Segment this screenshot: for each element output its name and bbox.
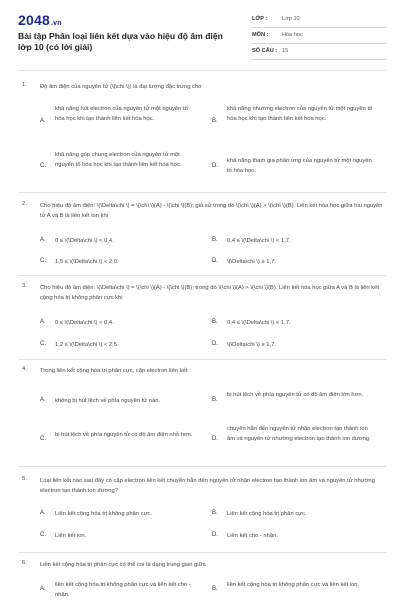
question-divider xyxy=(18,359,386,360)
question-number: 4. xyxy=(22,366,27,372)
option-letter[interactable]: B. xyxy=(212,319,218,325)
option-text: khả năng nhường electron của nguyên tử một nguyên tố hóa học khi tạo thành liên kết hóa học. xyxy=(227,106,373,122)
question-text: Độ âm điện của nguyên tử (\(\chi \)) là đại lượng đặc trưng cho xyxy=(40,84,202,90)
option-letter[interactable]: C. xyxy=(40,341,46,347)
option-text: khả năng góp chung electron của nguyên tử một nguyên tố hóa học khi tạo thành liên kết hóa học. xyxy=(55,152,182,168)
option-text: 1,5 ≤ \(\Delta\chi \) < 2,0. xyxy=(55,259,119,265)
option-letter[interactable]: C. xyxy=(40,436,46,442)
logo-suffix: .vn xyxy=(50,20,62,27)
option-text: Liên kết ion. xyxy=(55,533,87,539)
option-text: liên kết cộng hóa trị không phân cực và liên kết ion. xyxy=(227,582,360,588)
option-text: 0 ≤ \(\Delta\chi \) < 0,4. xyxy=(55,238,114,244)
option-text: bị hút lệch về phía nguyên tử có độ âm điện nhỏ hơn. xyxy=(55,432,193,438)
option-letter[interactable]: C. xyxy=(40,532,46,538)
document-title: Bài tập Phân loại liên kết dựa vào hiệu độ âm điện lớp 10 (có lời giải) xyxy=(18,31,223,52)
option-letter[interactable]: C. xyxy=(40,163,46,169)
option-letter[interactable]: A. xyxy=(40,319,46,325)
option-letter[interactable]: A. xyxy=(40,118,46,124)
option-text: bị hút lệch về phía nguyên tử có độ âm điện lớn hơn. xyxy=(227,392,364,398)
question-text: Cho hiệu độ âm điện: \(\Delta\chi \) = \(\chi \)(A) - \(\chi \)(B); giả sử trong đó \(\chi \)(A) > \(\chi \)(B). Liên kết hóa học giữa hai nguyên tử A và B là liên kết ion khi xyxy=(40,203,383,219)
question-divider xyxy=(18,192,386,193)
option-letter[interactable]: D. xyxy=(212,436,218,442)
question-number: 5. xyxy=(22,476,27,482)
option-text: 1,2 ≤ \(\Delta\chi \) < 2,5. xyxy=(55,342,119,348)
option-letter[interactable]: B. xyxy=(212,397,218,403)
option-text: liên kết cộng hóa trị không phân cực và liên kết cho - nhận. xyxy=(55,582,191,598)
meta-key: SỐ CÂU : xyxy=(252,48,278,54)
question-number: 3. xyxy=(22,283,27,289)
question-text: Liên kết cộng hóa trị phân cực có thể coi là dạng trung gian giữa xyxy=(40,562,206,568)
meta-value: Lớp 10 xyxy=(282,16,300,22)
option-letter[interactable]: B. xyxy=(212,510,218,516)
meta-row-count xyxy=(252,44,387,60)
question-divider xyxy=(18,552,386,553)
option-letter[interactable]: A. xyxy=(40,237,46,243)
header-divider xyxy=(18,70,386,71)
option-text: \(\Delta\chi \) ≥ 1,7. xyxy=(227,342,276,348)
question-number: 1. xyxy=(22,82,27,88)
document-header xyxy=(0,0,400,62)
option-letter[interactable]: D. xyxy=(212,258,218,264)
option-letter[interactable]: A. xyxy=(40,397,46,403)
option-text: Liên kết cộng hóa trị không phân cực. xyxy=(55,511,153,517)
question-text: Loại liên kết nào sau đây có cặp electron liên kết chuyển hẳn đến nguyên tử nhận electron tạo thành ion âm và nguyên tử nhường electron tạo thành ion dương? xyxy=(40,478,375,494)
document-meta xyxy=(252,12,387,60)
option-letter[interactable]: D. xyxy=(212,341,218,347)
option-text: Liên kết cho - nhận. xyxy=(227,533,278,539)
option-letter[interactable]: B. xyxy=(212,118,218,124)
option-text: khả năng tham gia phản ứng của nguyên tử một nguyên tố hóa học. xyxy=(227,158,372,174)
logo-text: 2048 xyxy=(18,12,50,28)
option-text: khả năng hút electron của nguyên tử một nguyên tố hóa học khi tạo thành liên kết hóa học. xyxy=(55,106,188,122)
option-text: 0 ≤ \(\Delta\chi \) < 0,4. xyxy=(55,320,114,326)
meta-row-class xyxy=(252,12,387,28)
option-letter[interactable]: D. xyxy=(212,163,218,169)
option-letter[interactable]: D. xyxy=(212,532,218,538)
option-text: không bị hút lệch về phía nguyên tử nào. xyxy=(55,398,161,404)
question-text: Cho hiệu độ âm điện: \(\Delta\chi \) = \(\chi \)(A) - \(\chi \)(B); trong đó \(\chi \)(A) > \(\chi \)(B). Liên kết hóa học giữa A và B là liên kết cộng hóa trị không phân cực khi xyxy=(40,285,379,301)
option-letter[interactable]: B. xyxy=(212,237,218,243)
meta-value: Hóa học xyxy=(282,32,303,38)
site-logo[interactable] xyxy=(18,12,62,28)
question-number: 2. xyxy=(22,201,27,207)
option-text: 0,4 ≤ \(\Delta\chi \) < 1,7. xyxy=(227,238,291,244)
option-letter[interactable]: C. xyxy=(40,258,46,264)
option-text: Liên kết cộng hóa trị phân cực. xyxy=(227,511,307,517)
meta-row-subject xyxy=(252,28,387,44)
question-number: 6. xyxy=(22,560,27,566)
question-text: Trong liên kết cộng hóa trị phân cực, cặp electron liên kết xyxy=(40,368,188,374)
question-divider xyxy=(18,275,386,276)
option-letter[interactable]: A. xyxy=(40,510,46,516)
option-text: 0,4 ≤ \(\Delta\chi \) < 1,7. xyxy=(227,320,291,326)
option-letter[interactable]: B. xyxy=(212,586,218,592)
meta-key: MÔN : xyxy=(252,32,269,38)
option-text: \(\Delta\chi \) ≥ 1,7. xyxy=(227,259,276,265)
option-letter[interactable]: A. xyxy=(40,586,46,592)
meta-key: LỚP : xyxy=(252,16,268,22)
option-text: chuyển hẳn đến nguyên tử nhận electron tạo thành ion âm và nguyên tử nhường electron tạo thành ion dương. xyxy=(227,426,371,442)
question-divider xyxy=(18,466,386,467)
meta-value: 15 xyxy=(282,48,289,54)
